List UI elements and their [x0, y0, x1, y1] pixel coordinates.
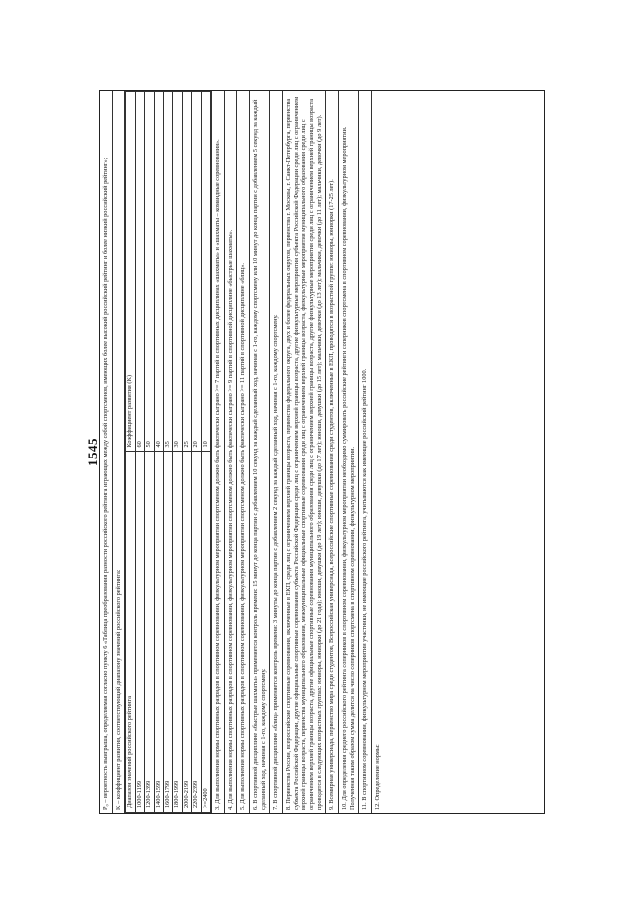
range-cell: 2200-2399: [192, 452, 201, 813]
table-row: [145, 92, 154, 813]
paragraph-9: 9. Всемирная универсиада, первенство мира среди студентов, Всероссийская универсиада, всероссийские спортивные соревнования среди студентов, включенные в ЕКП, проводятся в возрастной группе: юниоры, юниорки (17-25 лет).: [326, 91, 339, 813]
header-range: Диапазон значений российского рейтинга: [126, 452, 135, 813]
table-row: [192, 92, 201, 813]
paragraph-6: 6. В спортивной дисциплине «быстрые шахматы» применяется контроль времени: 15 минут до конца партии с добавлением 10 секунд за каждый сделанный ход, начиная с 1-го, каждому спортсмену или 10 минут до конца партии с добавлением 5 секунд за каждый сделанный ход, начиная с 1-го, каждому спортсмену.: [250, 91, 270, 813]
coef-cell: 40: [154, 92, 163, 453]
intro-definition-p0: P₀ – вероятность выигрыша, определяемая согласно пункту 6 «Таблица преобразования разности российского рейтинга играющих между собой спортсменов, имеющих более высокий российский рейтинг и более низкий российский рейтинг»;: [100, 91, 113, 813]
range-cell: 1600-1799: [163, 452, 172, 813]
table-row: [182, 92, 191, 813]
page-number: 1545: [85, 438, 100, 466]
table-row: [201, 92, 210, 813]
paragraph-5: 5. Для выполнения нормы спортивных разрядов в спортивном соревновании, физкультурном мероприятии спортсменом должно быть фактически сыграно >= 11 партий в спортивной дисциплине «блиц».: [237, 91, 250, 813]
range-cell: 1400-1599: [154, 452, 163, 813]
table-row: [163, 92, 172, 813]
rotated-content: [85, 72, 555, 832]
coef-cell: 20: [192, 92, 201, 453]
range-cell: 1800-1999: [173, 452, 182, 813]
paragraph-3: 3. Для выполнения нормы спортивных разрядов в спортивном соревновании, физкультурном мероприятии спортсменом должно быть фактически сыграно >= 7 партий в спортивных дисциплинах «шахматы» и «шахматы – командные соревнования».: [212, 91, 225, 813]
paragraph-11: 11. В спортивном соревновании, физкультурном мероприятии участники, не имеющие российского рейтинга, учитываются как имеющие российский рейтинг 1000.: [359, 91, 372, 813]
paragraph-12: 12. Определение нормы:: [374, 744, 382, 810]
coef-cell: 60: [135, 92, 144, 453]
coef-cell: 30: [173, 92, 182, 453]
paragraph-10: 10. Для определения среднего российского рейтинга соперников в спортивном соревновании, физкультурном мероприятии необходимо суммировать российские рейтинги соперников спортсмена в спортивном соревновании, физкультурном мероприятии. Полученная таким образом сумма делится на число соперников спортсмена в спортивном соревновании, физкультурном мероприятии.: [339, 91, 359, 813]
rating-coefficient-table: [125, 91, 211, 813]
table-row: [154, 92, 163, 813]
paragraph-8: 8. Первенства России, всероссийские спортивные соревнования, включенные в ЕКП, среди лиц с ограничением верхней границы возраста, первенства федерального округа, двух и более федеральных округов, первенства г. Москвы, г. Санкт-Петербурга, первенства субъекта Российской Федерации, другие официальные спортивные соревнования субъекта Российской Федерации среди лиц с ограничением верхней границы возраста, другие физкультурные мероприятия субъекта Российской Федерации среди лиц с ограничением верхней границы возраста, первенства муниципального образования, межмуниципальные официальные спортивные соревнования среди лиц с ограничением верхней границы возраста, физкультурные мероприятия муниципального образования среди лиц с ограничением верхней границы возраста, другие официальные спортивные соревнования муниципального образования среди лиц с ограничением верхней границы возраста, другие физкультурные мероприятия среди лиц с ограничением верхней границы возраста проводятся в следующих возрастных группах: юниоры, юниорки (до 21 года); юноши, девушки (до 19 лет); юноши, девушки (до 17 лет); юноши, девушки (до 15 лет); мальчики, девочки (до 13 лет); мальчики, девочки (до 11 лет); мальчики, девочки (до 9 лет).: [283, 91, 326, 813]
intro-definition-k: K – коэффициент развития, соответствующий диапазону значений российского рейтинга:: [113, 91, 126, 813]
range-cell: 1200-1399: [145, 452, 154, 813]
range-cell: 2000-2199: [182, 452, 191, 813]
coef-cell: 35: [163, 92, 172, 453]
paragraph-4: 4. Для выполнения нормы спортивных разрядов в спортивном соревновании, физкультурном мероприятии спортсменом должно быть фактически сыграно >= 9 партий в спортивной дисциплине «быстрые шахматы».: [225, 91, 238, 813]
header-coefficient: Коэффициент развития (K): [126, 92, 135, 453]
coef-cell: 10: [201, 92, 210, 453]
coef-cell: 25: [182, 92, 191, 453]
range-cell: 1000-1199: [135, 452, 144, 813]
table-row: [173, 92, 182, 813]
table-row: [135, 92, 144, 813]
paragraph-7: 7. В спортивной дисциплине «блиц» применяется контроль времени: 3 минуты до конца партии с добавлением 2 секунд за каждый сделанный ход, начиная с 1-го, каждому спортсмену.: [270, 91, 283, 813]
range-cell: >=2400: [201, 452, 210, 813]
table-header-row: [126, 92, 135, 813]
rating-table-wrap: [125, 91, 212, 813]
document-frame: [99, 90, 545, 814]
coef-cell: 50: [145, 92, 154, 453]
